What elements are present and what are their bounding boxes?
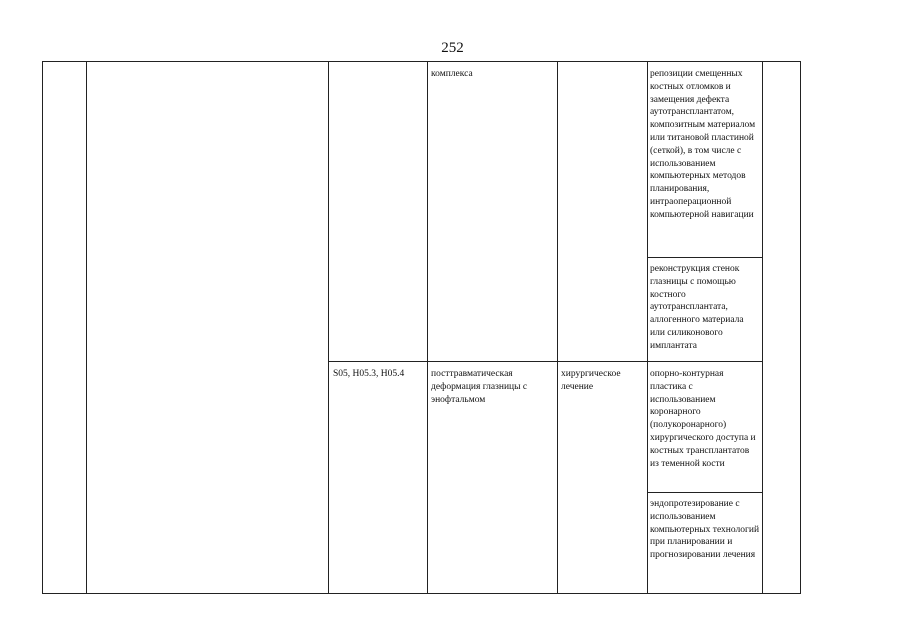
- row-divider: [648, 492, 762, 493]
- row-divider: [329, 361, 762, 362]
- column-divider: [86, 62, 87, 593]
- procedure-table: [42, 61, 801, 594]
- diagnosis-cell: посттравматическая деформация глазницы с энофтальмом: [431, 369, 528, 405]
- method-endoprosthesis-cell: эндопротезирование с использованием компьютерных технологий при планировании и прогнозировании лечения: [650, 499, 760, 561]
- row-divider: [648, 257, 762, 258]
- column-divider: [557, 62, 558, 593]
- column-divider: [427, 62, 428, 593]
- page-number: 252: [441, 40, 464, 56]
- method-orbit-wall-reconstruction-cell: реконструкция стенок глазницы с помощью костного аутотрансплантата, аллогенного материала или силиконового имплантата: [650, 264, 744, 351]
- treatment-type-cell: хирургическое лечение: [561, 369, 621, 392]
- column-divider: [762, 62, 763, 593]
- column-divider: [647, 62, 648, 593]
- diagnosis-codes-cell: S05, H05.3, H05.4: [333, 369, 405, 379]
- method-reposition-cell: репозиции смещенных костных отломков и замещения дефекта аутотрансплантатом, композитным материалом или титановой пластиной (сеткой), в том числе с использованием компьютерных методов планирования, интраоперационной компьютерной навигации: [650, 69, 756, 220]
- method-contour-plasty-cell: опорно-контурная пластика с использованием коронарного (полукоронарного) хирургического доступа и костных трансплантатов из теменной кости: [650, 369, 756, 469]
- column-divider: [328, 62, 329, 593]
- complex-text-cell: комплекса: [431, 69, 473, 79]
